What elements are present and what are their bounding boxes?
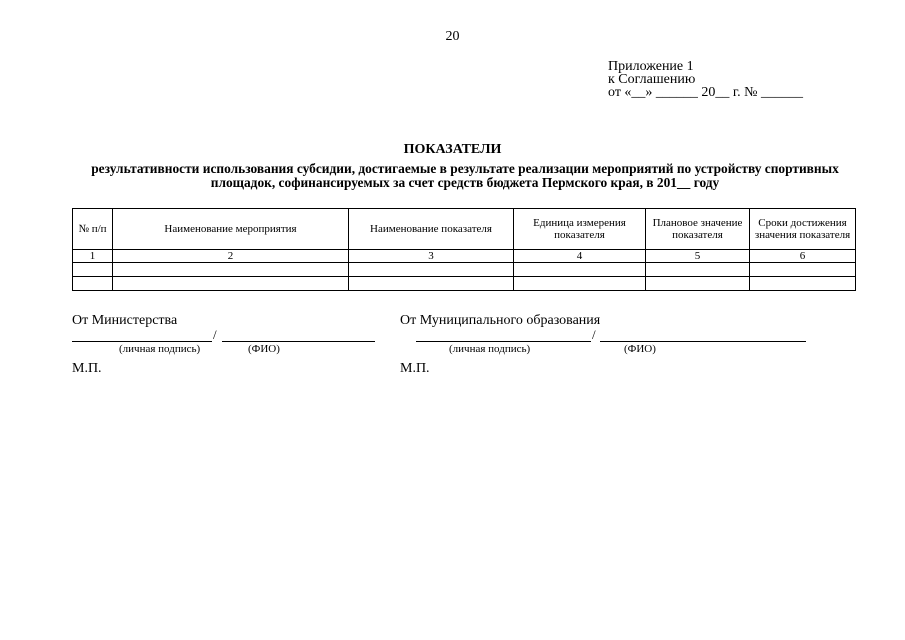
table-cell xyxy=(113,263,349,277)
table-cell: 5 xyxy=(646,250,750,263)
stamp-placeholder: М.П. xyxy=(72,361,102,376)
header-cell-planned-value: Плановое значение показателя xyxy=(646,209,750,250)
name-underline xyxy=(600,341,806,342)
name-caption: (ФИО) xyxy=(248,343,280,355)
ministry-label: От Министерства xyxy=(72,313,178,328)
table-cell xyxy=(514,263,646,277)
table-cell xyxy=(349,277,514,291)
ministry-signature-line xyxy=(72,329,382,343)
ministry-signature-block xyxy=(72,313,382,377)
table-row xyxy=(73,277,856,291)
header-cell-number: № п/п xyxy=(73,209,113,250)
table-cell xyxy=(73,263,113,277)
signature-caption: (личная подпись) xyxy=(449,343,531,355)
name-underline xyxy=(222,341,375,342)
appendix-line-3: от «__» ______ 20__ г. № ______ xyxy=(608,85,803,100)
header-cell-unit: Единица измерения показателя xyxy=(514,209,646,250)
table-cell xyxy=(750,263,856,277)
document-title: ПОКАЗАТЕЛИ xyxy=(403,142,502,157)
table-cell xyxy=(646,263,750,277)
signature-slash: / xyxy=(213,327,217,342)
header-cell-indicator: Наименование показателя xyxy=(349,209,514,250)
indicators-table xyxy=(72,208,856,291)
table-cell xyxy=(113,277,349,291)
table-cell xyxy=(349,263,514,277)
table-cell xyxy=(646,277,750,291)
municipality-captions xyxy=(400,343,810,355)
table-numbering-row xyxy=(73,250,856,263)
table-cell: 3 xyxy=(349,250,514,263)
page-number: 20 xyxy=(445,29,460,44)
table-cell: 6 xyxy=(750,250,856,263)
document-subtitle: результативности использования субсидии, достигаемые в результате реализации мероприятий по устройству спортивных площадок, софинансируемых за счет средств бюджета Пермского края, в 201__ году xyxy=(91,161,839,190)
table-cell xyxy=(514,277,646,291)
header-cell-activity: Наименование мероприятия xyxy=(113,209,349,250)
appendix-line-1: Приложение 1 xyxy=(608,59,694,74)
table-row xyxy=(73,263,856,277)
table-cell: 4 xyxy=(514,250,646,263)
appendix-line-2: к Соглашению xyxy=(608,72,696,87)
signature-slash: / xyxy=(592,327,596,342)
signature-underline xyxy=(72,341,212,342)
municipality-signature-line xyxy=(400,329,810,343)
table-cell xyxy=(73,277,113,291)
appendix-block xyxy=(608,60,803,99)
municipality-signature-block xyxy=(400,313,810,377)
table-cell: 2 xyxy=(113,250,349,263)
signature-underline xyxy=(416,341,591,342)
header-cell-deadline: Сроки достижения значения показателя xyxy=(750,209,856,250)
table-cell xyxy=(750,277,856,291)
signature-caption: (личная подпись) xyxy=(119,343,201,355)
ministry-captions xyxy=(72,343,382,355)
municipality-label: От Муниципального образования xyxy=(400,313,601,328)
name-caption: (ФИО) xyxy=(624,343,656,355)
table-cell: 1 xyxy=(73,250,113,263)
table-header-row xyxy=(73,209,856,250)
stamp-placeholder: М.П. xyxy=(400,361,430,376)
